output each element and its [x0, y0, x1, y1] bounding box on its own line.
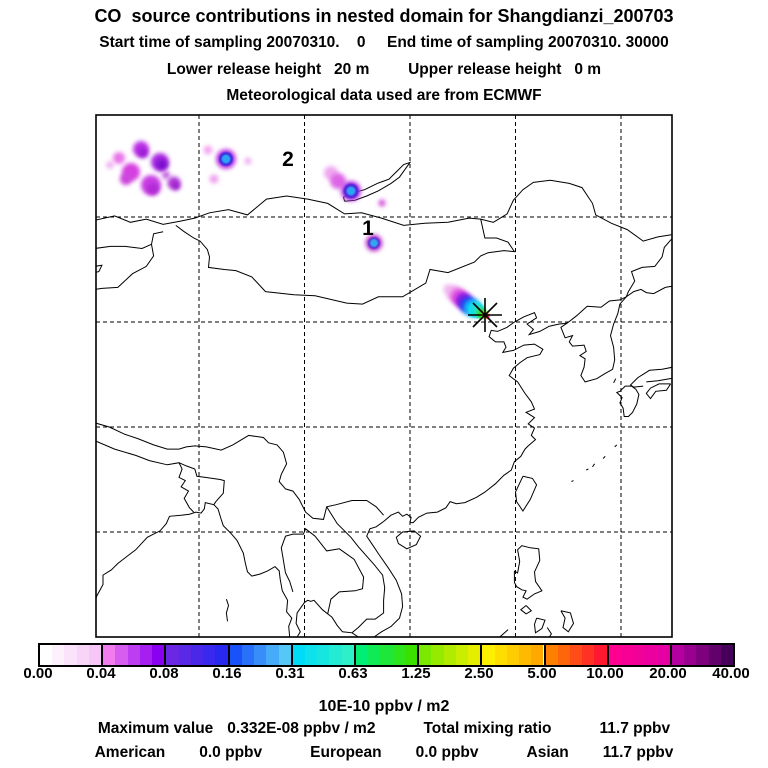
colorbar-segment: [228, 645, 291, 665]
colorbar-cell: [582, 645, 594, 665]
colorbar-cell: [380, 645, 392, 665]
colorbar-cell: [368, 645, 380, 665]
total-mixing-ratio-label: Total mixing ratio: [423, 720, 552, 737]
subtitle-sampling-time: Start time of sampling 20070310. 0 End time of sampling 20070310. 30000: [99, 34, 669, 51]
plume-blob: [113, 152, 125, 164]
colorbar-tick-label: 5.00: [527, 665, 557, 682]
colorbar-cell: [393, 645, 405, 665]
colorbar-tick-label: 10.00: [586, 665, 624, 682]
colorbar-cell: [696, 645, 708, 665]
colorbar-cell: [519, 645, 531, 665]
plume-blob: [106, 161, 114, 169]
plume-blob: [210, 175, 219, 184]
colorbar-cell: [179, 645, 191, 665]
colorbar-tick-label: 0.31: [275, 665, 305, 682]
colorbar-cell: [89, 645, 101, 665]
colorbar-cell: [305, 645, 317, 665]
colorbar-cell: [721, 645, 733, 665]
area-label-1: 1: [362, 217, 374, 240]
source-contribution-blobs: [106, 141, 490, 319]
colorbar-cell: [709, 645, 721, 665]
subtitle-release-height: Lower release height 20 m Upper release height 0 m: [166, 61, 602, 78]
regions-row: [0, 744, 768, 762]
colorbar-segment: [40, 645, 101, 665]
plume-blob: [157, 160, 168, 171]
colorbar-tick-label: 0.63: [338, 665, 368, 682]
colorbar-tick-label: 0.04: [86, 665, 116, 682]
colorbar-tick-label: 0.16: [212, 665, 242, 682]
colorbar-cell: [558, 645, 570, 665]
colorbar-tick-label: 1.25: [401, 665, 431, 682]
region-european-value: 0.0 ppbv: [415, 744, 479, 761]
colorbar-unit-label: 10E-10 ppbv / m2: [318, 698, 450, 715]
colorbar: [38, 643, 735, 667]
colorbar-cell: [594, 645, 606, 665]
colorbar-cell: [215, 645, 227, 665]
plume-blob: [162, 171, 170, 179]
colorbar-cell: [456, 645, 468, 665]
region-american-value: 0.0 ppbv: [199, 744, 263, 761]
colorbar-segment: [164, 645, 227, 665]
plume-blob: [379, 200, 386, 207]
colorbar-cell: [645, 645, 657, 665]
colorbar-cell: [191, 645, 203, 665]
total-mixing-ratio-value: 11.7 ppbv: [599, 720, 671, 737]
colorbar-cell: [266, 645, 278, 665]
area-label-2: 2: [282, 148, 294, 171]
colorbar-tick-label: 0.08: [149, 665, 179, 682]
colorbar-cell: [684, 645, 696, 665]
colorbar-tick-labels: [23, 665, 750, 683]
colorbar-cell: [444, 645, 456, 665]
colorbar-cell: [621, 645, 633, 665]
subtitle-met-data: Meteorological data used are from ECMWF: [226, 87, 542, 104]
coastlines: [95, 162, 673, 638]
colorbar-cell: [52, 645, 64, 665]
region-european-label: European: [310, 744, 382, 761]
chart-title: CO source contributions in nested domain for Shangdianzi_200703: [94, 6, 674, 26]
colorbar-cell: [356, 645, 368, 665]
colorbar-cell: [609, 645, 621, 665]
colorbar-cell: [293, 645, 305, 665]
colorbar-cell: [77, 645, 89, 665]
plume-blob: [245, 158, 252, 165]
colorbar-cell: [140, 645, 152, 665]
colorbar-cell: [342, 645, 354, 665]
colorbar-cell: [64, 645, 76, 665]
colorbar-cell: [254, 645, 266, 665]
colorbar-cell: [495, 645, 507, 665]
colorbar-cell: [279, 645, 291, 665]
region-asian-value: 11.7 ppbv: [602, 744, 674, 761]
colorbar-cell: [152, 645, 164, 665]
colorbar-tick-label: 40.00: [712, 665, 750, 682]
max-value-label: Maximum value: [97, 720, 214, 737]
colorbar-cell: [507, 645, 519, 665]
colorbar-tick-label: 0.00: [23, 665, 53, 682]
colorbar-cell: [482, 645, 494, 665]
max-value: 0.332E-08 ppbv / m2: [227, 720, 376, 737]
colorbar-cell: [230, 645, 242, 665]
colorbar-segment: [544, 645, 607, 665]
colorbar-segment: [607, 645, 670, 665]
colorbar-segment: [417, 645, 480, 665]
plume-blob: [370, 239, 378, 247]
plume-blob: [347, 187, 356, 196]
colorbar-cell: [242, 645, 254, 665]
summary-row: [0, 720, 768, 738]
colorbar-segment: [354, 645, 417, 665]
plume-blob: [172, 182, 180, 190]
colorbar-segment: [101, 645, 164, 665]
colorbar-segment: [480, 645, 543, 665]
colorbar-cell: [115, 645, 127, 665]
colorbar-cell: [672, 645, 684, 665]
colorbar-cell: [405, 645, 417, 665]
colorbar-tick-label: 2.50: [464, 665, 494, 682]
colorbar-cell: [128, 645, 140, 665]
colorbar-cell: [531, 645, 543, 665]
plume-blob: [147, 183, 159, 195]
colorbar-cell: [329, 645, 341, 665]
colorbar-tick-label: 20.00: [649, 665, 687, 682]
colorbar-cell: [658, 645, 670, 665]
colorbar-cell: [419, 645, 431, 665]
plume-blob: [120, 173, 132, 185]
colorbar-cell: [546, 645, 558, 665]
colorbar-segment: [670, 645, 733, 665]
colorbar-cell: [431, 645, 443, 665]
plume-blob: [138, 148, 148, 158]
plume-blob: [204, 146, 213, 155]
colorbar-cell: [166, 645, 178, 665]
region-american-label: American: [94, 744, 166, 761]
map-svg: [95, 114, 673, 639]
colorbar-cell: [103, 645, 115, 665]
map-panel: [95, 114, 673, 639]
region-asian-label: Asian: [526, 744, 569, 761]
colorbar-cell: [40, 645, 52, 665]
colorbar-cell: [468, 645, 480, 665]
plume-blob: [222, 155, 231, 164]
colorbar-cell: [633, 645, 645, 665]
colorbar-cell: [317, 645, 329, 665]
receptor-star-marker: [468, 298, 502, 332]
colorbar-cell: [570, 645, 582, 665]
colorbar-segment: [291, 645, 354, 665]
colorbar-cell: [203, 645, 215, 665]
